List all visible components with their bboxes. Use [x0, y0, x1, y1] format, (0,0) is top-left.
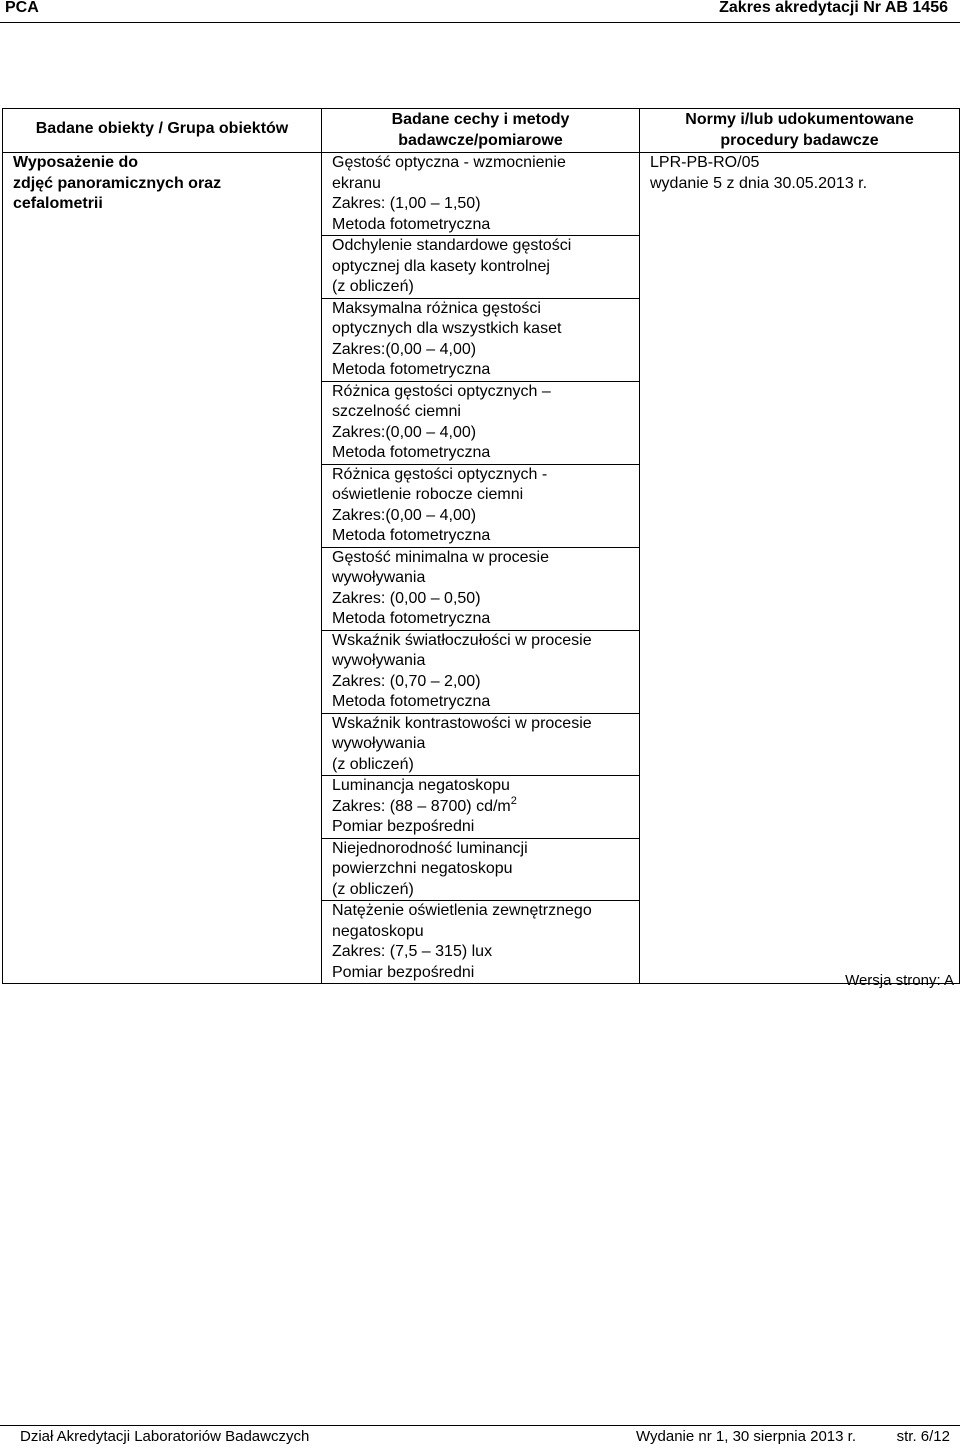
method-line: Wskaźnik kontrastowości w procesie	[332, 714, 592, 732]
method-line: Metoda fotometryczna	[332, 527, 491, 544]
method-line: Pomiar bezpośredni	[332, 963, 475, 981]
method-cell	[322, 901, 640, 984]
object-line: zdjęć panoramicznych oraz	[13, 174, 222, 192]
page-footer	[0, 1425, 960, 1449]
page-version: Wersja strony: A	[845, 972, 954, 989]
method-cell	[322, 776, 640, 839]
method-line: wywoływania	[332, 569, 426, 586]
method-line: Gęstość minimalna w procesie	[332, 548, 549, 566]
method-line: Zakres: (1,00 – 1,50)	[332, 195, 481, 212]
method-line	[332, 794, 629, 818]
norm-line: wydanie 5 z dnia 30.05.2013 r.	[650, 174, 868, 192]
method-cell	[322, 547, 640, 630]
method-cell	[322, 381, 640, 464]
method-line: Metoda fotometryczna	[332, 361, 491, 378]
footer-edition: Wydanie nr 1, 30 sierpnia 2013 r.	[636, 1428, 856, 1445]
method-line: Pomiar bezpośredni	[332, 818, 475, 835]
method-line: Luminancja negatoskopu	[332, 777, 510, 794]
footer-page-number: str. 6/12	[896, 1428, 950, 1445]
object-cell	[3, 153, 322, 984]
method-cell	[322, 464, 640, 547]
table-header-row	[3, 109, 960, 153]
method-line: Zakres:(0,00 – 4,00)	[332, 340, 477, 358]
accreditation-table	[2, 108, 960, 984]
method-line: oświetlenie robocze ciemni	[332, 486, 524, 503]
table-row	[3, 153, 960, 236]
method-line: Zakres: (7,5 – 315) lux	[332, 943, 493, 960]
method-cell	[322, 298, 640, 381]
method-line: Różnica gęstości optycznych –	[332, 382, 551, 400]
norm-cell	[640, 153, 960, 984]
method-line: Gęstość optyczna - wzmocnienie	[332, 154, 566, 171]
method-line: Wskaźnik światłoczułości w procesie	[332, 631, 592, 649]
method-line: Maksymalna różnica gęstości	[332, 299, 541, 317]
method-cell	[322, 838, 640, 901]
method-cell	[322, 713, 640, 776]
method-line: optycznej dla kasety kontrolnej	[332, 257, 550, 275]
method-line: Metoda fotometryczna	[332, 610, 491, 627]
method-line: Zakres:(0,00 – 4,00)	[332, 423, 477, 441]
method-line: ekranu	[332, 174, 381, 192]
column-header-methods: Badane cechy i metody badawcze/pomiarowe	[322, 109, 640, 153]
header-org: PCA	[5, 0, 39, 16]
method-line: Metoda fotometryczna	[332, 215, 491, 233]
method-line: Metoda fotometryczna	[332, 444, 491, 461]
method-line: Różnica gęstości optycznych -	[332, 465, 548, 483]
method-cell	[322, 153, 640, 236]
method-line: Zakres:(0,00 – 4,00)	[332, 506, 477, 524]
column-header-norms: Normy i/lub udokumentowane procedury badawcze	[640, 109, 960, 153]
method-line: Zakres: (0,70 – 2,00)	[332, 672, 481, 690]
method-line-text: Zakres: (88 – 8700) cd/m	[332, 797, 511, 815]
method-line: Niejednorodność luminancji	[332, 839, 528, 857]
method-line: wywoływania	[332, 652, 426, 669]
method-line: powierzchni negatoskopu	[332, 860, 513, 877]
method-line: Metoda fotometryczna	[332, 693, 491, 710]
page-header	[0, 0, 960, 23]
method-line: (z obliczeń)	[332, 278, 414, 295]
method-line: negatoskopu	[332, 922, 424, 940]
method-line: optycznych dla wszystkich kaset	[332, 320, 562, 337]
method-line: (z obliczeń)	[332, 880, 414, 898]
footer-department: Dział Akredytacji Laboratoriów Badawczych	[20, 1428, 310, 1445]
superscript: 2	[510, 794, 517, 807]
method-line: wywoływania	[332, 735, 426, 752]
method-cell	[322, 630, 640, 713]
method-line: Natężenie oświetlenia zewnętrznego	[332, 902, 592, 919]
method-line: szczelność ciemni	[332, 403, 461, 420]
method-line: (z obliczeń)	[332, 755, 414, 773]
object-line: Wyposażenie do	[13, 154, 139, 171]
method-cell	[322, 236, 640, 299]
header-title: Zakres akredytacji Nr AB 1456	[719, 0, 948, 16]
method-line: Zakres: (0,00 – 0,50)	[332, 589, 481, 607]
method-line: Odchylenie standardowe gęstości	[332, 237, 572, 254]
column-header-objects: Badane obiekty / Grupa obiektów	[3, 109, 322, 153]
norm-line: LPR-PB-RO/05	[650, 154, 760, 171]
object-line: cefalometrii	[13, 195, 103, 212]
